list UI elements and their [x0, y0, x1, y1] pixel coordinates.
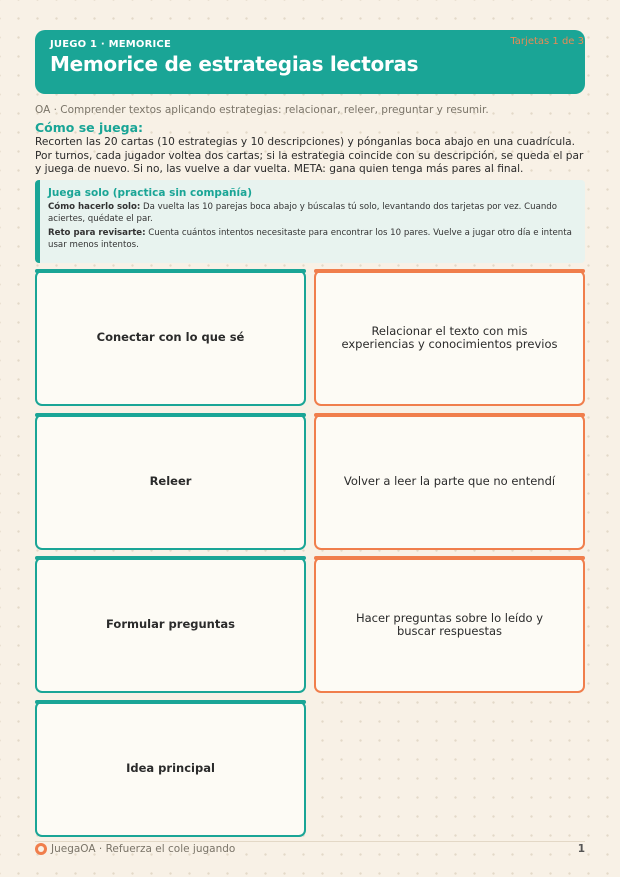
header-banner [35, 30, 585, 94]
target-icon [35, 843, 47, 855]
description-card [314, 270, 585, 406]
description-card [314, 414, 585, 550]
learning-objective: OA · Comprender textos aplicando estrategias: relacionar, releer, preguntar y resumir. [35, 104, 489, 116]
strategy-label: Idea principal [126, 761, 215, 776]
footer-brand: JuegaOA · Refuerza el cole jugando [51, 843, 236, 855]
game-kicker: JUEGO 1 · MEMORICE [50, 39, 172, 50]
solo-challenge-label: Reto para revisarte: [48, 228, 146, 238]
strategy-card [35, 414, 306, 550]
solo-title: Juega solo (practica sin compañía) [48, 187, 252, 199]
strategy-label: Releer [149, 474, 192, 489]
strategy-card [35, 270, 306, 406]
solo-how-label: Cómo hacerlo solo: [48, 202, 141, 212]
how-to-play-text: Recorten las 20 cartas (10 estrategias y 10 descripciones) y pónganlas boca abajo en una cuadrícula. Por turnos, cada jugador voltea dos cartas; si la estrategia coincide con su descripción, se queda el par y juega de nuevo. Si no, las vuelve a dar vuelta. META: gana quien tenga más pares al final. [35, 136, 584, 176]
page-number: 1 [577, 843, 585, 855]
solo-challenge-text: Cuenta cuántos intentos necesitaste para encontrar los 10 pares. Vuelve a jugar otro día e intenta usar menos intentos. [48, 228, 572, 250]
description-card [314, 557, 585, 693]
description-label: Volver a leer la parte que no entendí [343, 474, 556, 489]
solo-how-text: Da vuelta las 10 parejas boca abajo y búscalas tú solo, levantando dos tarjetas por vez. Cuando aciertes, quédate el par. [48, 202, 558, 224]
strategy-card [35, 557, 306, 693]
solo-how [48, 202, 575, 225]
strategy-label: Conectar con lo que sé [96, 330, 245, 345]
description-label: Hacer preguntas sobre lo leído y buscar respuestas [355, 610, 544, 638]
how-to-play-title: Cómo se juega: [35, 120, 144, 135]
footer [35, 843, 585, 859]
strategy-card [35, 701, 306, 837]
solo-play-box [35, 180, 585, 263]
footer-divider [35, 841, 585, 842]
solo-challenge [48, 228, 575, 251]
strategy-label: Formular preguntas [106, 617, 235, 632]
description-label: Relacionar el texto con mis experiencias y conocimientos previos [341, 323, 558, 351]
page-title: Memorice de estrategias lectoras [50, 52, 419, 76]
sheet-indicator: Tarjetas 1 de 3 [510, 36, 584, 47]
